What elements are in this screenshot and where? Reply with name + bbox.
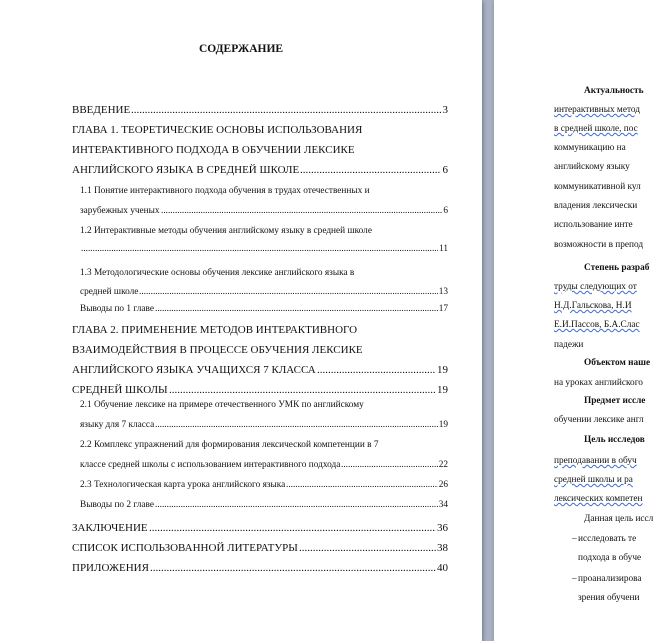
toc-leader-dots (155, 420, 438, 430)
toc-page-number: 3 (442, 104, 448, 116)
toc-leader-dots (149, 522, 436, 534)
toc-entry-text: Выводы по 1 главе (80, 304, 154, 314)
toc-page-number: 22 (438, 460, 448, 470)
body-text-line: Данная цель иссл (584, 514, 654, 524)
toc-entry-text: языку для 7 класса (80, 420, 155, 430)
body-text-line: Е.И.Пассов, Б.А.Слас (554, 320, 640, 330)
toc-page-number: 17 (438, 304, 448, 314)
toc-page-number: 26 (438, 480, 448, 490)
body-text-line: владения лексически (554, 201, 638, 211)
toc-page-number: 6 (443, 206, 448, 216)
toc-entry-text: ЗАКЛЮЧЕНИЕ (72, 522, 148, 534)
toc-page-number: 6 (442, 164, 448, 176)
toc-page-number: 40 (437, 562, 448, 574)
toc-title: СОДЕРЖАНИЕ (198, 43, 284, 55)
body-text-line: коммуникативной кул (554, 182, 641, 192)
body-text-line: Объектом наше (584, 358, 651, 368)
body-text-line: Цель исследов (584, 435, 645, 445)
toc-entry-text: 2.2 Комплекс упражнений для формирования лексической компетенции в 7 (80, 440, 379, 450)
toc-entry-text: ГЛАВА 1. ТЕОРЕТИЧЕСКИЕ ОСНОВЫ ИСПОЛЬЗОВАНИЯ (72, 124, 363, 136)
toc-page-number: 38 (437, 542, 448, 554)
toc-page-number: 34 (438, 500, 448, 510)
toc-page-number: 11 (439, 244, 448, 254)
body-text-line: подхода в обуче (578, 553, 642, 563)
list-bullet-dash: – (572, 534, 577, 544)
toc-page-number: 13 (438, 287, 448, 297)
toc-entry-text: 1.3 Методологические основы обучения лексике английского языка в (80, 268, 355, 278)
toc-leader-dots (300, 164, 441, 176)
toc-entry-text: Выводы по 2 главе (80, 500, 154, 510)
toc-leader-dots (155, 304, 438, 314)
toc-leader-dots (286, 480, 438, 490)
toc-leader-dots (299, 542, 436, 554)
toc-entry-text: 2.3 Технологическая карта урока английского языка (80, 480, 286, 490)
toc-leader-dots (139, 287, 438, 297)
body-text-line: использование инте (554, 220, 633, 230)
toc-entry-text: 1.1 Понятие интерактивного подхода обучения в трудах отечественных и (80, 186, 370, 196)
toc-page-number: 19 (438, 420, 448, 430)
toc-leader-dots (317, 364, 436, 376)
body-text-line: в средней школе, пос (554, 124, 638, 134)
body-text-line: проанализирова (578, 574, 642, 584)
toc-entry-text: АНГЛИЙСКОГО ЯЗЫКА В СРЕДНЕЙ ШКОЛЕ (72, 164, 300, 176)
body-text-line: возможности в препод (554, 240, 644, 250)
body-text-line: интерактивных метод (554, 105, 640, 115)
toc-entry-text: СРЕДНЕЙ ШКОЛЫ (72, 384, 168, 396)
toc-leader-dots (81, 244, 438, 254)
body-text-line: зрения обучени (578, 593, 640, 603)
toc-leader-dots (150, 562, 436, 574)
document-page-2 (494, 0, 670, 641)
body-text-line: лексических компетен (554, 494, 643, 504)
toc-leader-dots (161, 206, 442, 216)
toc-leader-dots (155, 500, 438, 510)
toc-entry-text: ПРИЛОЖЕНИЯ (72, 562, 149, 574)
toc-page-number: 19 (437, 364, 448, 376)
body-text-line: Степень разраб (584, 263, 650, 273)
body-text-line: обучении лексике англ (554, 415, 644, 425)
body-text-line: средней школы и ра (554, 475, 633, 485)
toc-leader-dots (131, 104, 441, 116)
toc-entry-text: средней школе (80, 287, 139, 297)
body-text-line: падежи (554, 340, 584, 350)
toc-entry-text: ГЛАВА 2. ПРИМЕНЕНИЕ МЕТОДОВ ИНТЕРАКТИВНОГО (72, 324, 358, 336)
list-bullet-dash: – (572, 574, 577, 584)
body-text-line: на уроках английского (554, 378, 643, 388)
toc-entry-text: 1.2 Интерактивные методы обучения английскому языку в средней школе (80, 226, 372, 236)
body-text-line: исследовать те (578, 534, 637, 544)
body-text-line: коммуникацию на (554, 143, 626, 153)
body-text-line: английскому языку (554, 162, 630, 172)
toc-leader-dots (169, 384, 436, 396)
toc-entry-text: ВЗАИМОДЕЙСТВИЯ В ПРОЦЕССЕ ОБУЧЕНИЯ ЛЕКСИКЕ (72, 344, 363, 356)
toc-page-number: 36 (437, 522, 448, 534)
body-text-line: преподавании в обуч (554, 456, 637, 466)
toc-entry-text: ВВЕДЕНИЕ (72, 104, 131, 116)
toc-page-number: 19 (437, 384, 448, 396)
toc-entry-text: классе средней школы с использованием интерактивного подхода (80, 460, 341, 470)
body-text-line: Актуальность (584, 86, 644, 96)
body-text-line: труды следующих от (554, 282, 637, 292)
toc-entry-text: СПИСОК ИСПОЛЬЗОВАННОЙ ЛИТЕРАТУРЫ (72, 542, 298, 554)
toc-entry-text: зарубежных ученых (80, 206, 160, 216)
toc-entry-text: 2.1 Обучение лексике на примере отечественного УМК по английскому (80, 400, 364, 410)
body-text-line: Н.Д.Гальскова, Н.И (554, 301, 632, 311)
body-text-line: Предмет иссле (584, 396, 646, 406)
toc-leader-dots (341, 460, 438, 470)
toc-entry-text: ИНТЕРАКТИВНОГО ПОДХОДА В ОБУЧЕНИИ ЛЕКСИКЕ (72, 144, 355, 156)
toc-entry-text: АНГЛИЙСКОГО ЯЗЫКА УЧАЩИХСЯ 7 КЛАССА (72, 364, 316, 376)
